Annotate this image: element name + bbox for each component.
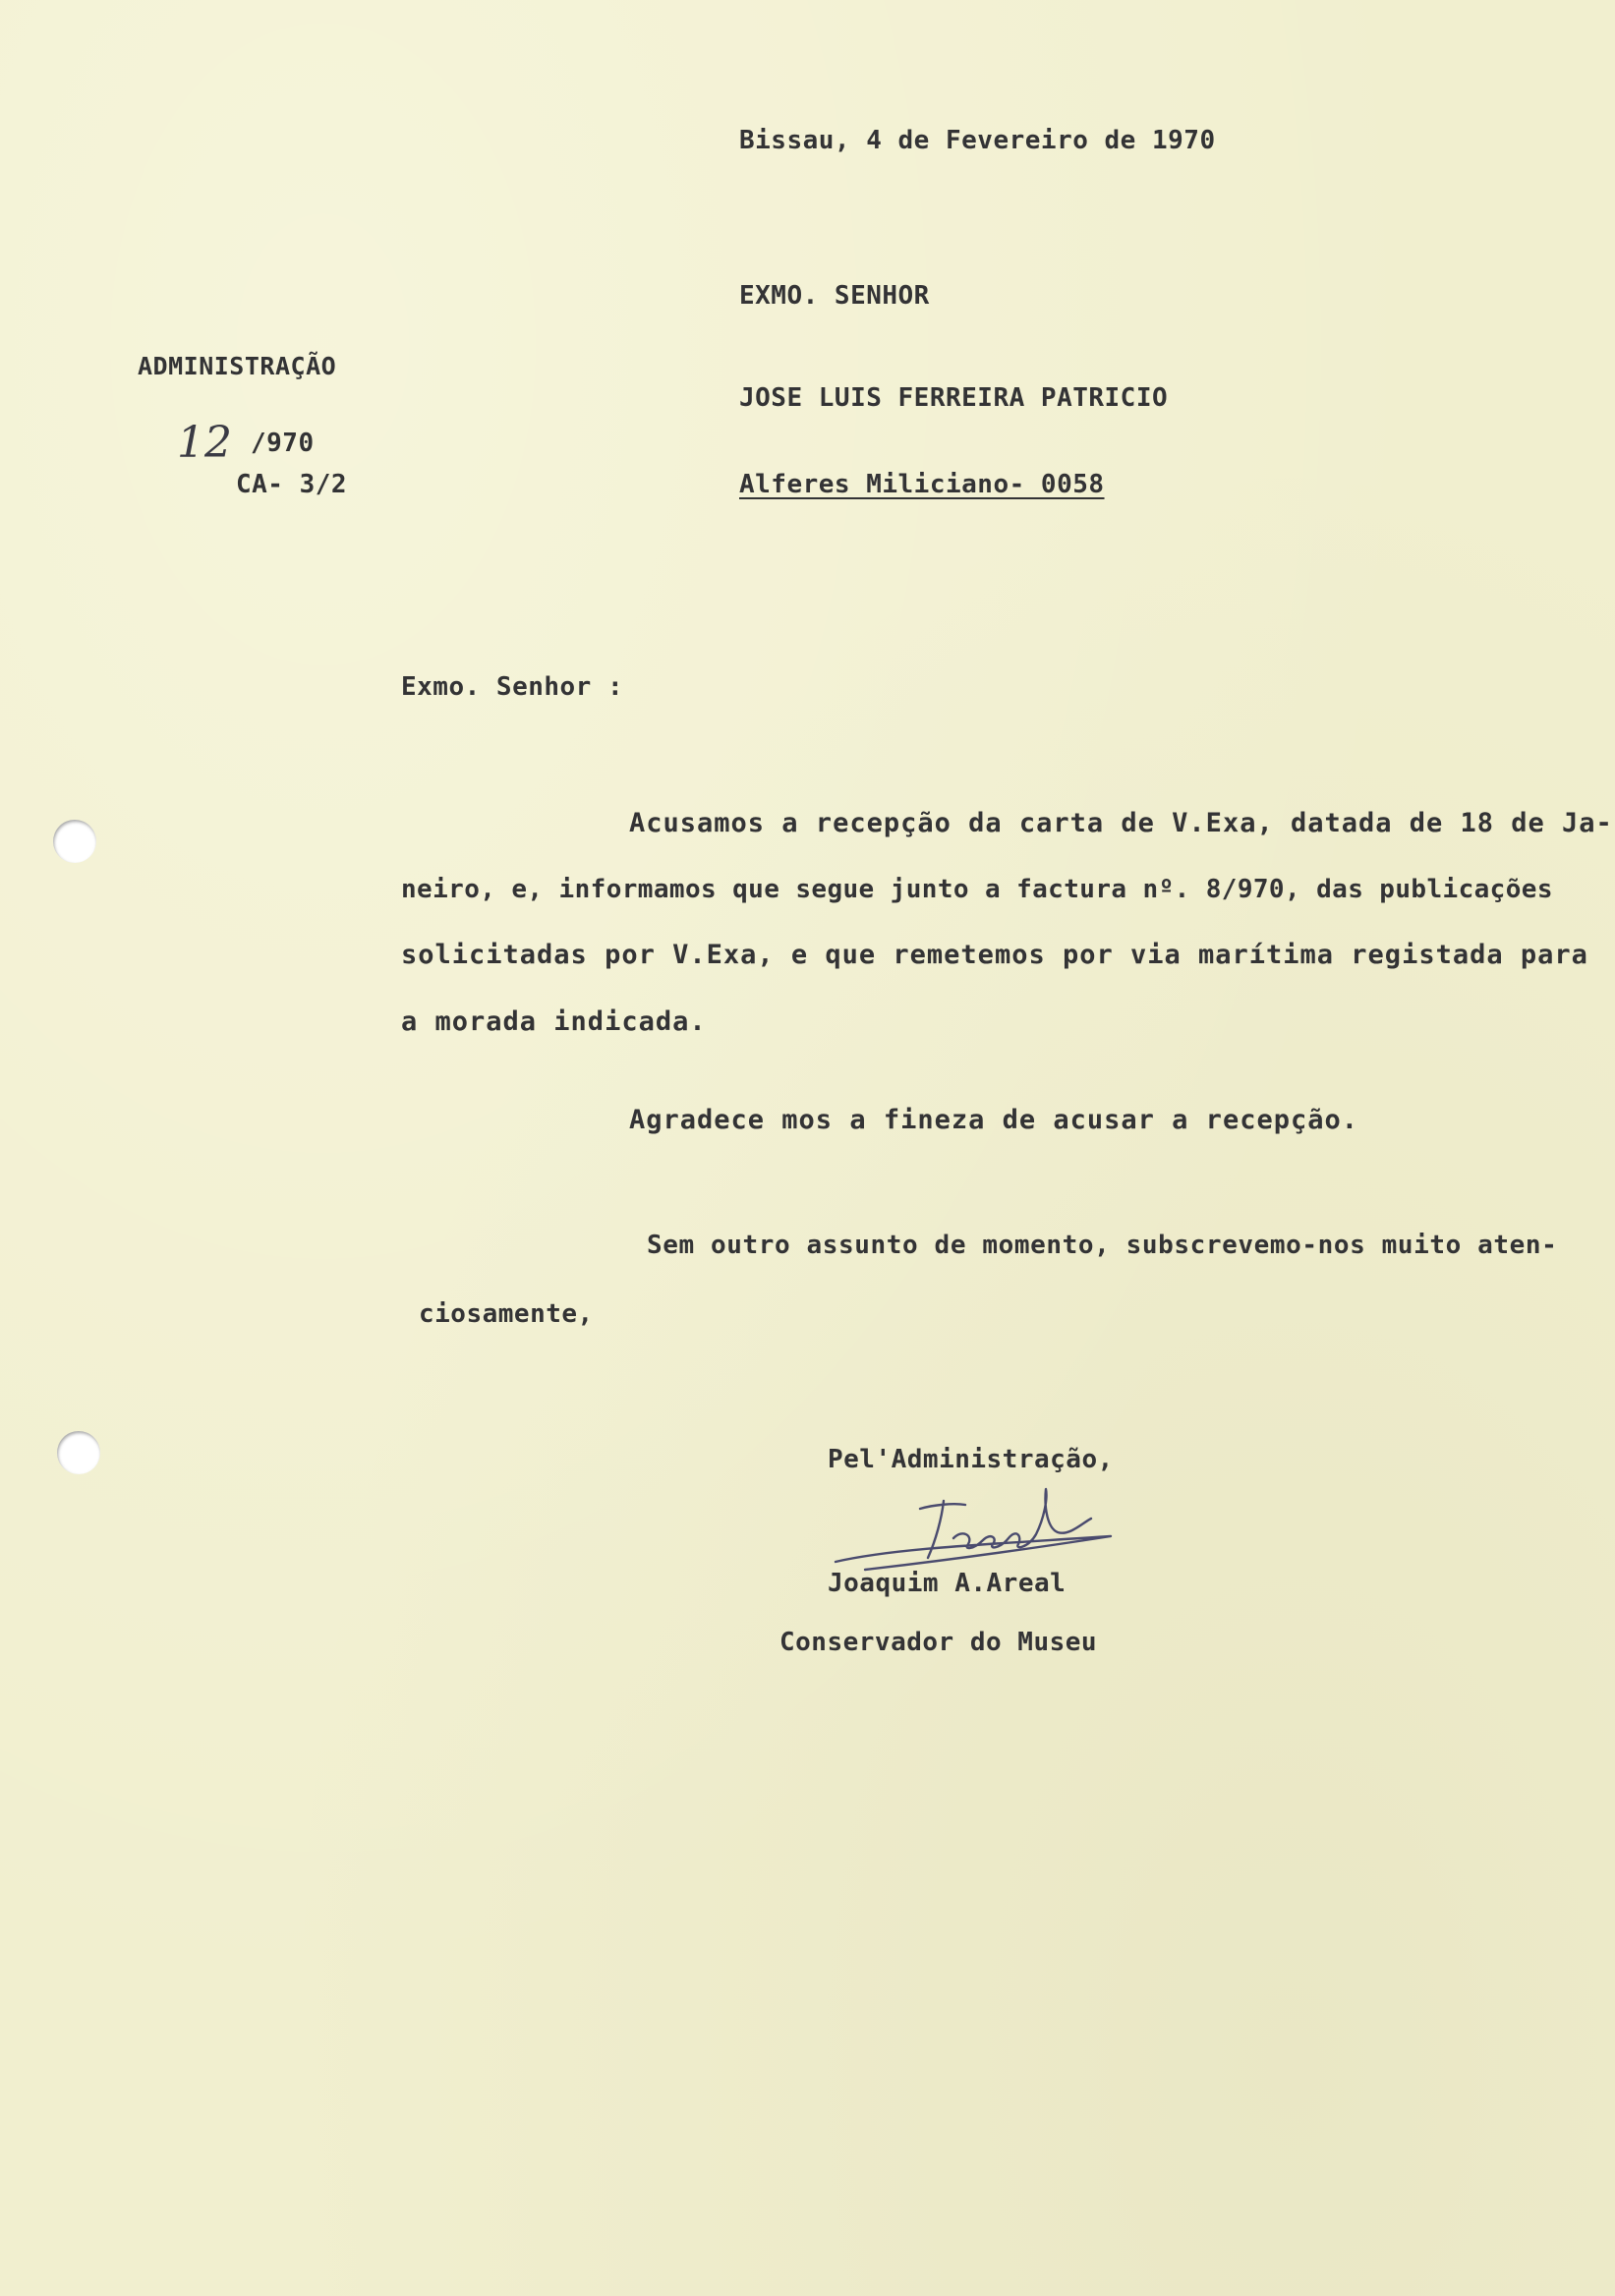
- recipient-heading: EXMO. SENHOR: [739, 281, 930, 311]
- body-line-2: neiro, e, informamos que segue junto a factura nº. 8/970, das publicações: [401, 875, 1553, 904]
- sender-department: ADMINISTRAÇÃO: [138, 352, 337, 380]
- reference-code: CA- 3/2: [236, 470, 348, 499]
- date-line: Bissau, 4 de Fevereiro de 1970: [739, 126, 1216, 155]
- recipient-rank: Alferes Miliciano- 0058: [739, 470, 1105, 499]
- signoff: Pel'Administração,: [828, 1445, 1114, 1474]
- handwritten-reference-number: 12: [177, 418, 232, 468]
- closing-line-2: ciosamente,: [419, 1299, 594, 1329]
- greeting: Exmo. Senhor :: [401, 672, 624, 702]
- thanks-line: Agradece mos a fineza de acusar a recepção.: [629, 1105, 1358, 1135]
- signatory-title: Conservador do Museu: [779, 1628, 1098, 1657]
- body-line-3: solicitadas por V.Exa, e que remetemos por via marítima registada para: [401, 940, 1588, 970]
- signatory-name: Joaquim A.Areal: [828, 1569, 1067, 1598]
- punch-hole-bottom: [57, 1431, 100, 1474]
- body-line-4: a morada indicada.: [401, 1006, 707, 1037]
- reference-year: /970: [251, 429, 315, 458]
- punch-hole-top: [53, 820, 96, 863]
- recipient-name: JOSE LUIS FERREIRA PATRICIO: [739, 383, 1169, 413]
- closing-line-1: Sem outro assunto de momento, subscrevemo-nos muito aten-: [647, 1231, 1558, 1260]
- body-line-1: Acusamos a recepção da carta de V.Exa, datada de 18 de Ja-: [629, 808, 1613, 838]
